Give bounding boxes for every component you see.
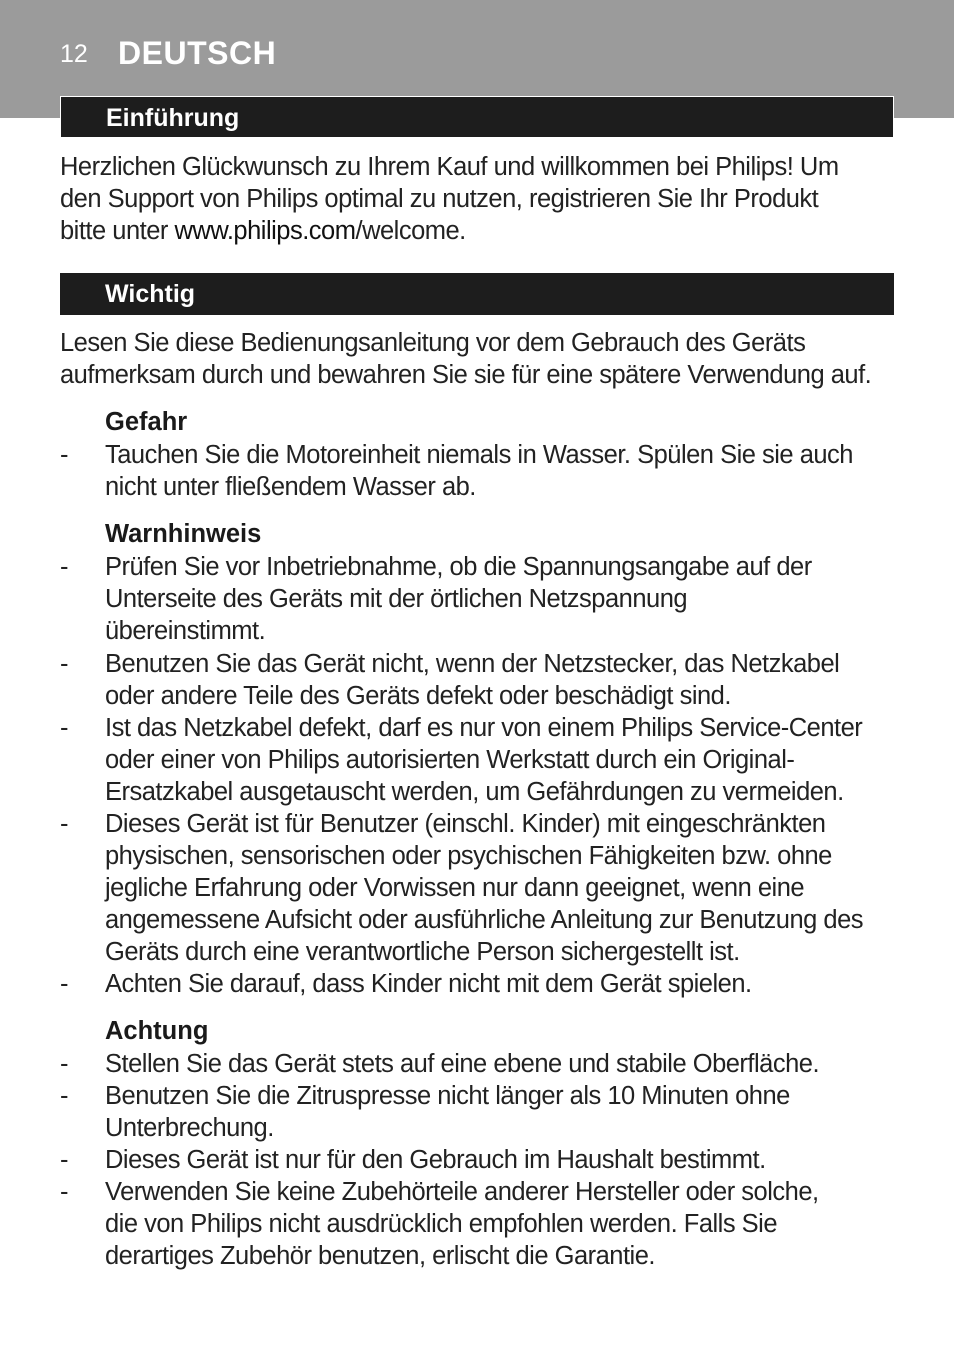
item-line: Ersatzkabel ausgetauscht werden, um Gefährdungen zu vermeiden.	[105, 778, 844, 806]
warning-item-text	[105, 712, 862, 808]
warning-item-text	[105, 808, 863, 968]
section-bar-intro	[60, 96, 894, 138]
intro-line-last	[60, 215, 910, 247]
list-dash: -	[60, 553, 68, 581]
item-line: Dieses Gerät ist nur für den Gebrauch im Haushalt bestimmt.	[105, 1146, 766, 1174]
item-line: Prüfen Sie vor Inbetriebnahme, ob die Spannungsangabe auf der	[105, 553, 812, 581]
item-line: übereinstimmt.	[105, 617, 266, 645]
item-line: Benutzen Sie das Gerät nicht, wenn der Netzstecker, das Netzkabel	[105, 650, 840, 678]
language-heading: DEUTSCH	[118, 35, 277, 71]
philips-welcome-link[interactable]: www.philips.com	[174, 217, 356, 245]
important-line: Lesen Sie diese Bedienungsanleitung vor dem Gebrauch des Geräts	[60, 329, 806, 357]
caution-item-text	[105, 1048, 819, 1080]
item-line: Tauchen Sie die Motoreinheit niemals in Wasser. Spülen Sie sie auch	[105, 441, 853, 469]
caution-item-text	[105, 1080, 790, 1144]
caution-item-text	[105, 1144, 766, 1176]
item-line: nicht unter fließendem Wasser ab.	[105, 473, 476, 501]
list-dash: -	[60, 1178, 68, 1206]
item-line: jegliche Erfahrung oder Vorwissen nur dann geeignet, wenn eine	[105, 874, 805, 902]
item-line: Achten Sie darauf, dass Kinder nicht mit dem Gerät spielen.	[105, 970, 752, 998]
item-line: physischen, sensorischen oder psychischen Fähigkeiten bzw. ohne	[105, 842, 832, 870]
item-line: Benutzen Sie die Zitruspresse nicht länger als 10 Minuten ohne	[105, 1082, 790, 1110]
item-line: die von Philips nicht ausdrücklich empfohlen werden. Falls Sie	[105, 1210, 778, 1238]
important-line: aufmerksam durch und bewahren Sie sie für eine spätere Verwendung auf.	[60, 361, 872, 389]
item-line: Unterseite des Geräts mit der örtlichen Netzspannung	[105, 585, 688, 613]
item-line: derartiges Zubehör benutzen, erlischt die Garantie.	[105, 1242, 655, 1270]
caution-heading: Achtung	[105, 1017, 209, 1045]
list-dash: -	[60, 810, 68, 838]
item-line: Unterbrechung.	[105, 1114, 274, 1142]
list-dash: -	[60, 714, 68, 742]
intro-paragraph	[60, 151, 910, 247]
list-dash: -	[60, 441, 68, 469]
intro-line: den Support von Philips optimal zu nutzen, registrieren Sie Ihr Produkt	[60, 185, 819, 213]
page-number: 12	[60, 40, 88, 68]
item-line: Dieses Gerät ist für Benutzer (einschl. Kinder) mit eingeschränkten	[105, 810, 826, 838]
item-line: angemessene Aufsicht oder ausführliche Anleitung zur Benutzung des	[105, 906, 864, 934]
item-line: Geräts durch eine verantwortliche Person sichergestellt ist.	[105, 938, 740, 966]
item-line: Stellen Sie das Gerät stets auf eine ebene und stabile Oberfläche.	[105, 1050, 820, 1078]
warning-item-text	[105, 648, 839, 712]
item-line: Verwenden Sie keine Zubehörteile anderer Hersteller oder solche,	[105, 1178, 819, 1206]
intro-line-prefix: bitte unter	[60, 217, 175, 245]
intro-line-suffix: /welcome.	[355, 217, 466, 245]
list-dash: -	[60, 650, 68, 678]
list-dash: -	[60, 1050, 68, 1078]
warning-item-text	[105, 968, 752, 1000]
section-title-intro: Einführung	[106, 104, 240, 132]
danger-item-text	[105, 439, 853, 503]
section-title-important: Wichtig	[105, 280, 196, 308]
warning-item-text	[105, 551, 812, 647]
item-line: oder andere Teile des Geräts defekt oder beschädigt sind.	[105, 682, 731, 710]
important-paragraph	[60, 327, 910, 391]
warning-heading: Warnhinweis	[105, 520, 262, 548]
danger-heading: Gefahr	[105, 408, 188, 436]
list-dash: -	[60, 1146, 68, 1174]
intro-line: Herzlichen Glückwunsch zu Ihrem Kauf und willkommen bei Philips! Um	[60, 153, 839, 181]
item-line: oder einer von Philips autorisierten Werkstatt durch ein Original-	[105, 746, 795, 774]
list-dash: -	[60, 970, 68, 998]
item-line: Ist das Netzkabel defekt, darf es nur von einem Philips Service-Center	[105, 714, 863, 742]
caution-item-text	[105, 1176, 819, 1272]
section-bar-important	[60, 273, 894, 315]
list-dash: -	[60, 1082, 68, 1110]
